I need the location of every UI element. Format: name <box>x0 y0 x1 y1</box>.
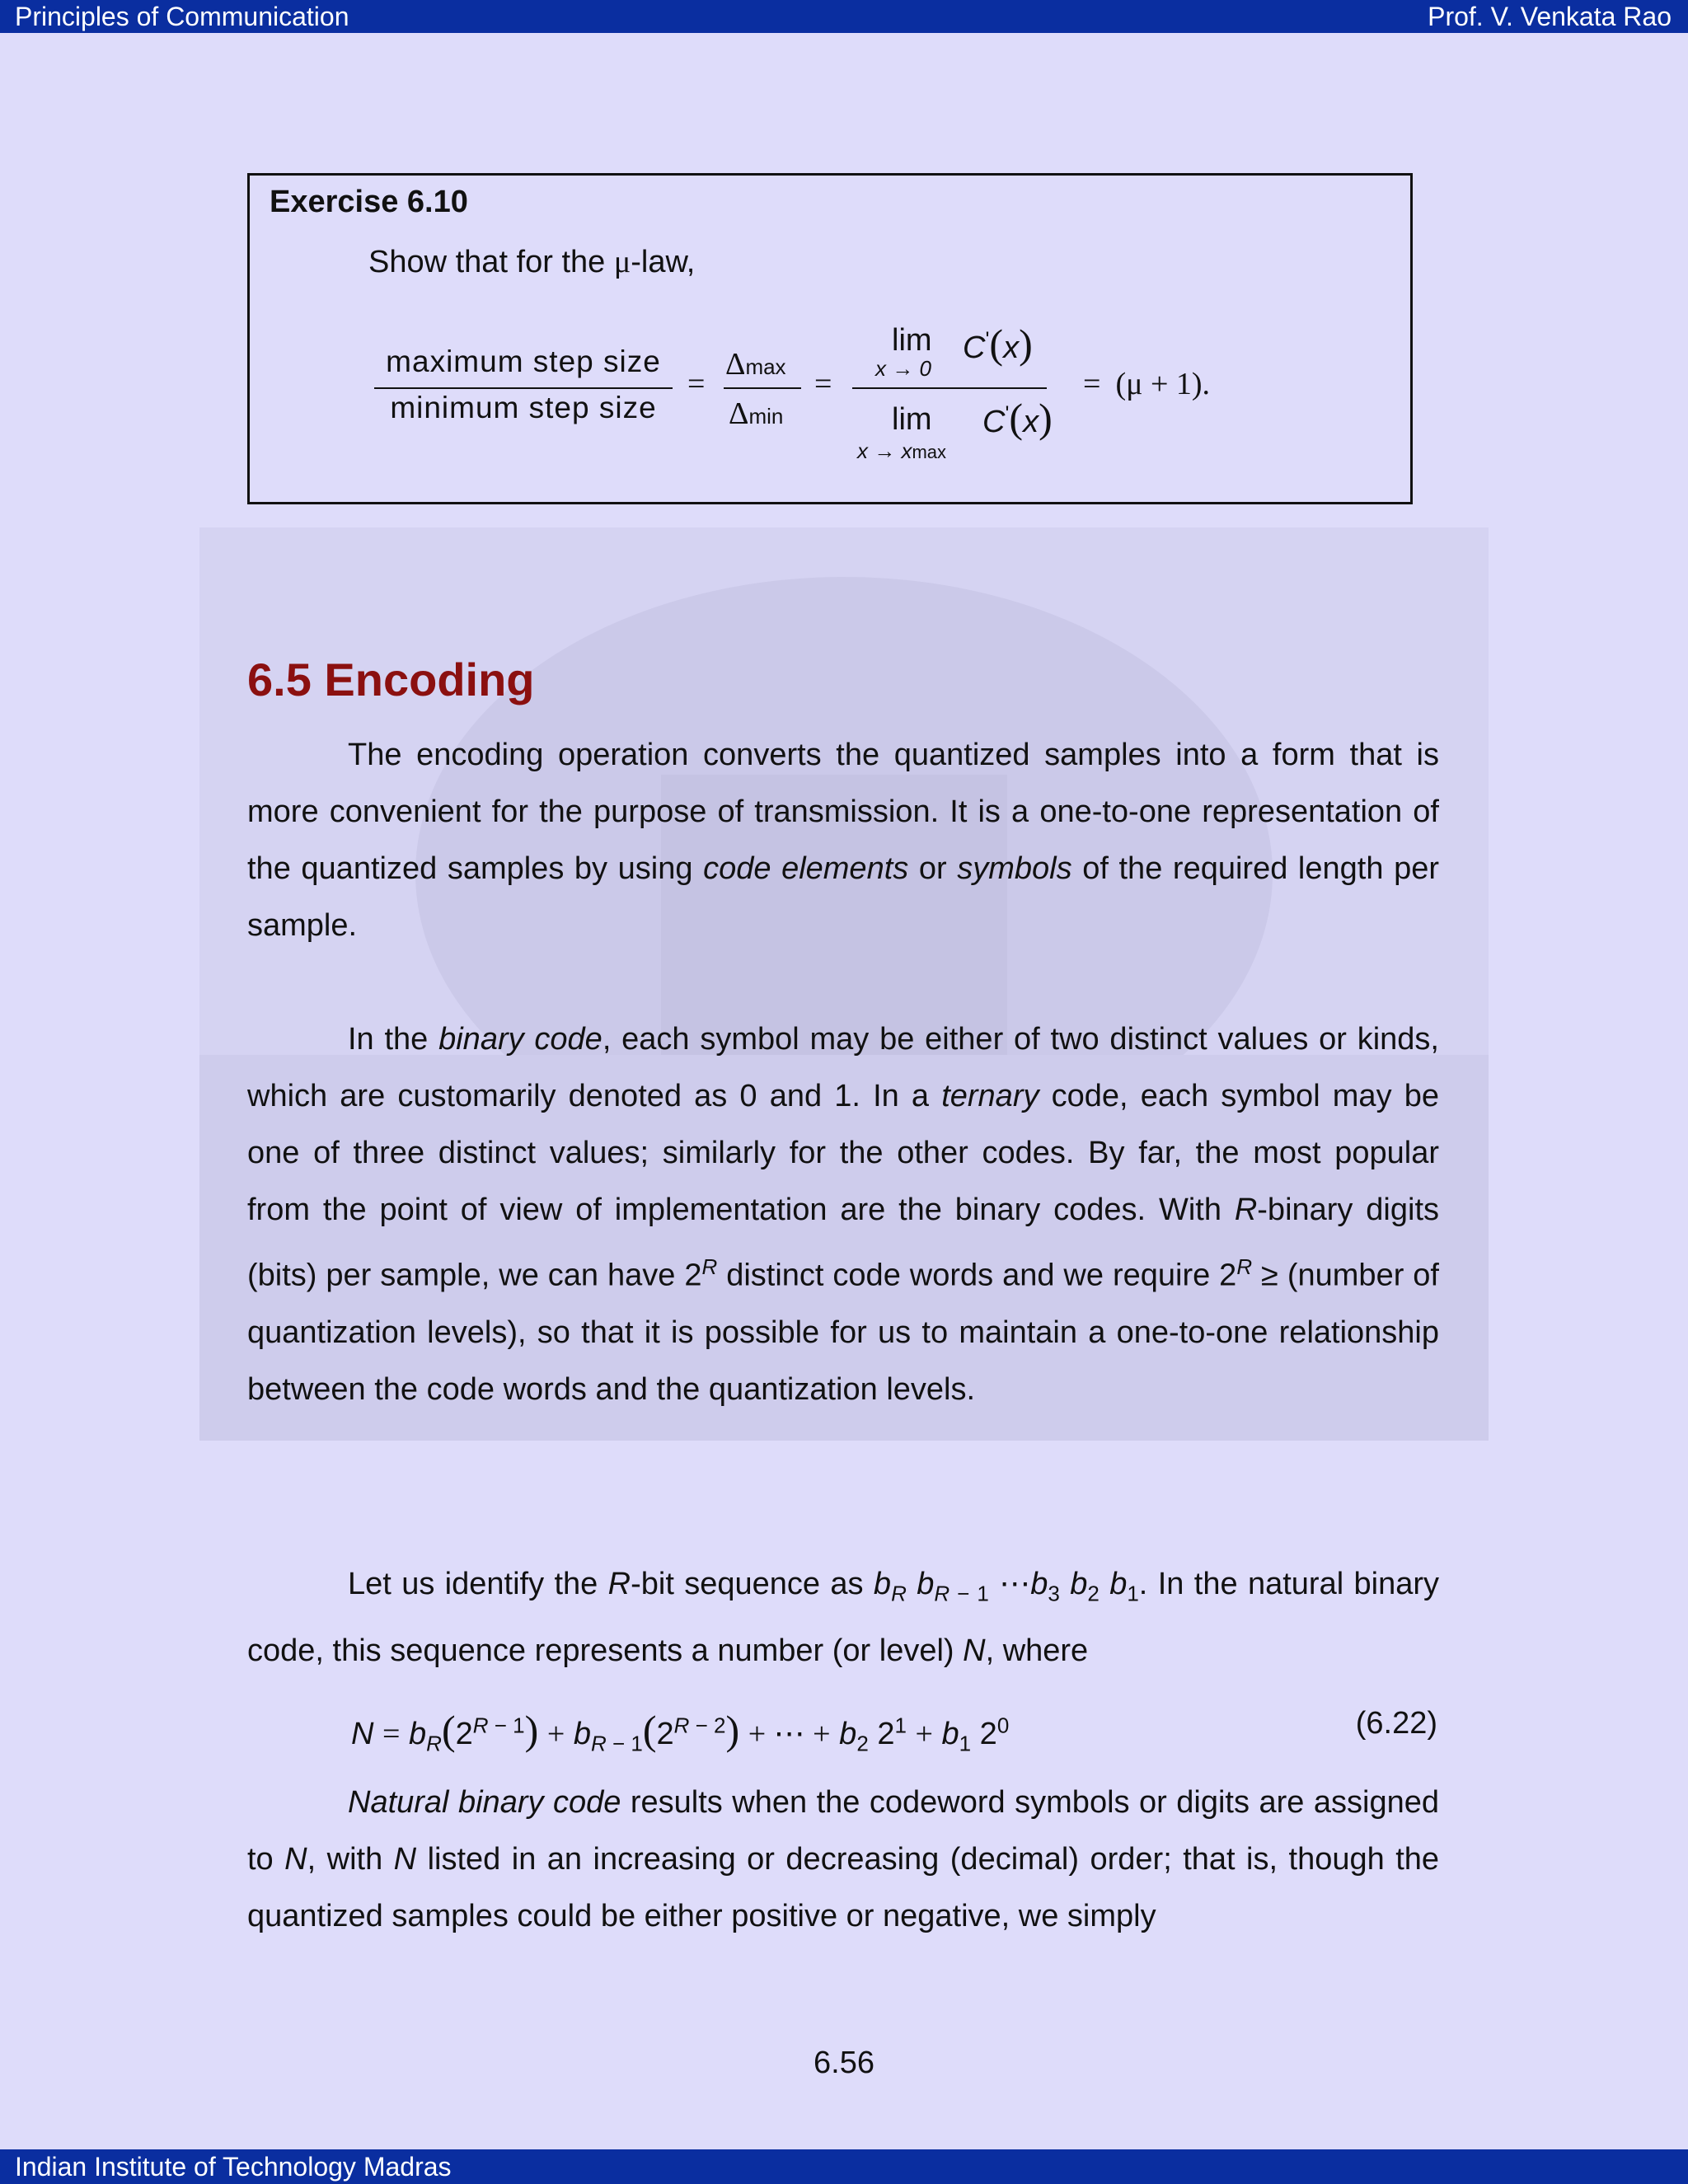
header-course-title: Principles of Communication <box>15 2 349 31</box>
header-bar <box>0 0 1688 33</box>
lim-bottom-subscript: x → xmax <box>857 438 947 463</box>
delta-fraction-line <box>724 387 801 389</box>
footer-bar <box>0 2149 1688 2184</box>
exercise-title: Exercise 6.10 <box>270 185 468 219</box>
lim-fraction-line <box>852 387 1047 389</box>
paragraph-binary-code: In the binary code, each symbol may be either of two distinct values or kinds, which are customarily denoted as 0 and 1. In a ternary code, each symbol may be one of three distinct values; similarly for the other codes. By far, the most popular from the point of view of implementation are the binary codes. With R-binary digits (bits) per sample, we can have $2^R$ distinct code words and we require $2^R$ ≥ (number of quantization levels), so that it is possible for us to maintain a one-to-one relationship between the code words and the quantization levels. <box>247 1022 1440 1407</box>
lhs-denominator: minimum step size <box>390 391 657 424</box>
cprime-top: C'(x) <box>963 321 1033 367</box>
header-author: Prof. V. Venkata Rao <box>1428 2 1672 31</box>
lhs-numerator: maximum step size <box>386 344 661 378</box>
equation-6-22: $N = b_R(2^{R - 1}) + b_{R - 1}(2^{R - 2})$ + ⋯ + $b_2$ $2^1 + b_1$ $2^0$ <box>351 1707 1010 1756</box>
page-number: 6.56 <box>814 2046 874 2080</box>
footer-institute: Indian Institute of Technology Madras <box>15 2152 452 2182</box>
section-heading: 6.5 Encoding <box>247 654 535 705</box>
paragraph-natural-binary: Natural binary code results when the codeword symbols or digits are assigned to N, with N listed in an increasing or decreasing (decimal) order; that is, though the quantized samples could be either positive or negative, we simply <box>247 1785 1440 1933</box>
delta-min: Δmin <box>729 396 784 431</box>
lim-bottom-word: lim <box>892 402 932 437</box>
cprime-bottom: C'(x) <box>982 395 1053 441</box>
lim-top-subscript: x → 0 <box>875 356 931 381</box>
paragraph-encoding-intro: The encoding operation converts the quantized samples into a form that is more convenient for the purpose of transmission. It is a one-to-one representation of the quantized samples by using code elements or symbols of the required length per sample. <box>247 738 1439 943</box>
bit-sequence-expression: $b_R$ $b_{R - 1}$ $\cdots b_3$ $b_2$ $b_1$ <box>873 1567 1139 1606</box>
equals-sign-2: = <box>814 367 832 401</box>
rhs-mu-plus-one: = (μ + 1). <box>1083 367 1211 401</box>
lhs-fraction-line <box>374 387 673 389</box>
delta-max: Δmax <box>725 347 786 382</box>
paragraph-bit-sequence: Let us identify the R-bit sequence as $b_R$ $b_{R - 1}$ $\cdots b_3$ $b_2$ $b_1$. In the natural binary code, this sequence represents a number (or level) N, where <box>247 1567 1440 1668</box>
exercise-box <box>247 173 1413 504</box>
exercise-prompt: Show that for the μ-law, <box>368 245 696 279</box>
equation-number: (6.22) <box>1355 1706 1437 1741</box>
lim-top-word: lim <box>892 323 932 358</box>
equals-sign-1: = <box>687 367 706 401</box>
